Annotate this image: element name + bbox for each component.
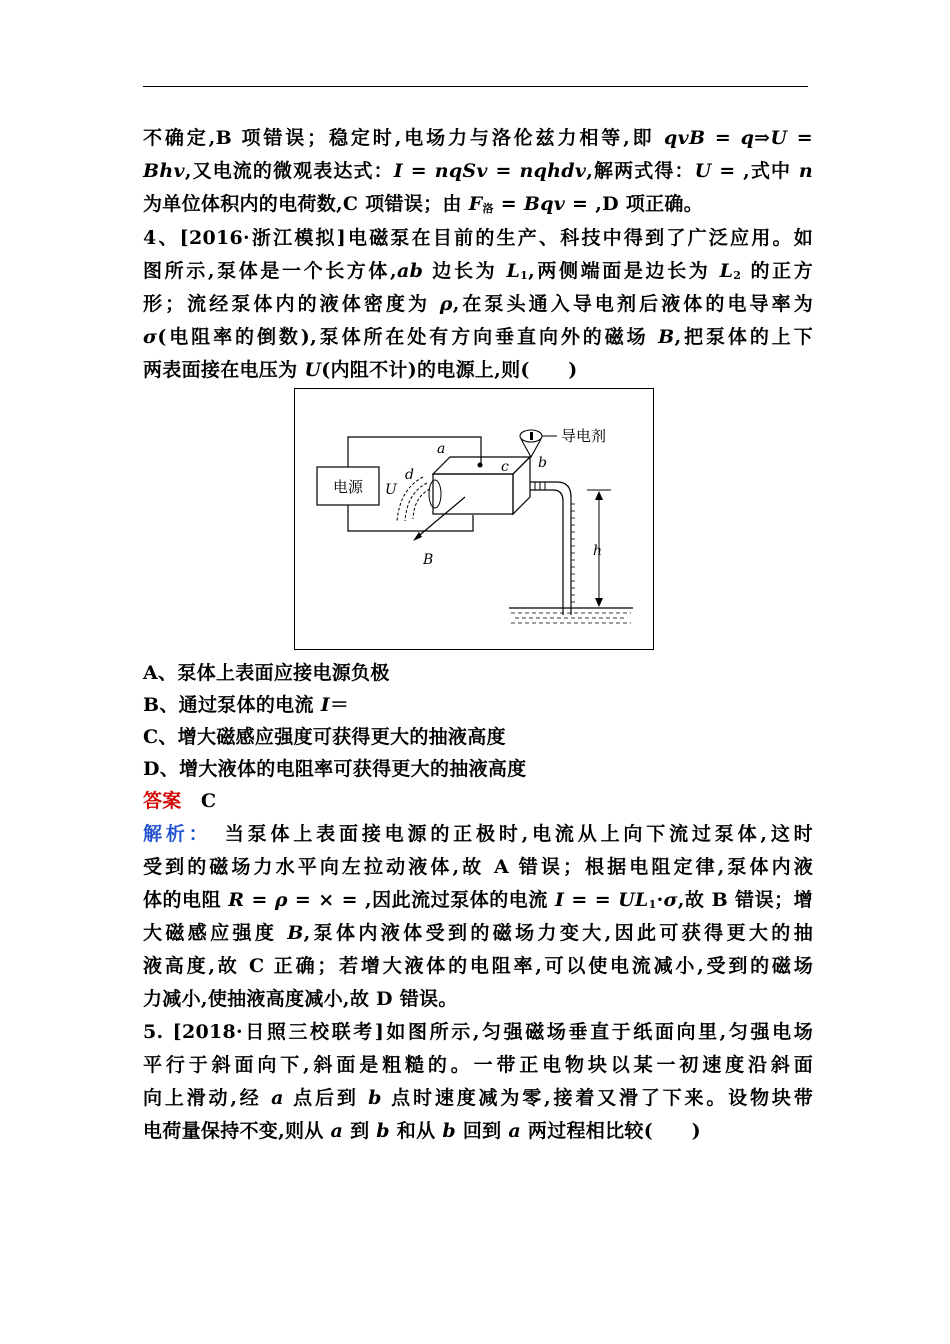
option-c: C、增大磁感应强度可获得更大的抽液高度 bbox=[143, 726, 506, 748]
answer-value: C bbox=[200, 790, 217, 812]
wire-top bbox=[348, 437, 481, 467]
option-d: D、增大液体的电阻率可获得更大的抽液高度 bbox=[143, 758, 527, 780]
q4-line-3: 形；流经泵体内的液体密度为 ρ,在泵头通入导电剂后液体的电导率为 bbox=[143, 293, 813, 315]
analysis-line-5: 液高度,故 C 正确；若增大液体的电阻率,可以使电流减小,受到的磁场 bbox=[143, 955, 813, 977]
pump-figure bbox=[294, 388, 654, 650]
q5-line-3: 向上滑动,经 a 点后到 b 点时速度减为零,接着又滑了下来。设物块带 bbox=[143, 1087, 813, 1109]
agent-label: 导电剂 bbox=[561, 427, 607, 445]
pipe-outer bbox=[530, 482, 571, 615]
q4-line-4: σ(电阻率的倒数),泵体所在处有方向垂直向外的磁场 B,把泵体的上下 bbox=[143, 326, 813, 348]
prev-line-1: 不确定,B 项错误；稳定时,电场力与洛伦兹力相等,即 qvB = q⇒U = bbox=[143, 127, 813, 149]
pump-side bbox=[513, 457, 530, 514]
label-U: U bbox=[385, 482, 397, 498]
flow-3 bbox=[413, 489, 430, 519]
label-a: a bbox=[437, 441, 446, 457]
analysis-line-4: 大磁感应强度 B,泵体内液体受到的磁场力变大,因此可获得更大的抽 bbox=[143, 922, 813, 944]
label-b: b bbox=[538, 455, 547, 471]
wire-bottom bbox=[348, 505, 473, 531]
power-label: 电源 bbox=[332, 478, 364, 496]
prev-line-2: Bhv,又电流的微观表达式：I = nqSv = nqhdv,解两式得：U = ,式中 n bbox=[143, 160, 813, 182]
option-a: A、泵体上表面应接电源负极 bbox=[143, 662, 390, 684]
q5-line-2: 平行于斜面向下,斜面是粗糙的。一带正电物块以某一初速度沿斜面 bbox=[143, 1054, 813, 1076]
label-h: h bbox=[593, 543, 603, 559]
answer-line bbox=[143, 785, 813, 817]
analysis-line-2: 受到的磁场力水平向左拉动液体,故 A 错误；根据电阻定律,泵体内液 bbox=[143, 856, 813, 878]
q5-line-1: 5. [2018·日照三校联考]如图所示,匀强磁场垂直于纸面向里,匀强电场 bbox=[143, 1021, 813, 1043]
agent-drop bbox=[530, 432, 533, 440]
pipe-inner bbox=[530, 490, 563, 615]
contact-dot bbox=[478, 463, 483, 468]
label-B: B bbox=[423, 552, 434, 568]
option-b: B、通过泵体的电流 I＝ bbox=[143, 694, 350, 716]
label-d: d bbox=[405, 467, 414, 483]
analysis-label: 解析： bbox=[143, 823, 202, 845]
h-arrow-up bbox=[595, 491, 603, 500]
q4-line-2: 图所示,泵体是一个长方体,ab 边长为 $L_1$,两侧端面是边长为 $L_2$ 的正方 bbox=[143, 260, 813, 282]
header-rule bbox=[143, 86, 808, 87]
prev-line-3: 为单位体积内的电荷数,C 项错误；由 $F_洛$ = Bqv = ,D 项正确。 bbox=[143, 193, 703, 215]
q5-line-4: 电荷量保持不变,则从 a 到 b 和从 b 回到 a 两过程相比较( ) bbox=[143, 1120, 701, 1142]
analysis-line-1: 解析： 当泵体上表面接电源的正极时,电流从上向下流过泵体,这时 bbox=[143, 823, 813, 845]
flow-2 bbox=[405, 483, 427, 521]
q4-line-5: 两表面接在电压为 U(内阻不计)的电源上,则( ) bbox=[143, 359, 578, 381]
answer-label: 答案 bbox=[143, 790, 182, 812]
h-arrow-down bbox=[595, 598, 603, 607]
analysis-line-6: 力减小,使抽液高度减小,故 D 错误。 bbox=[143, 988, 458, 1010]
pump-diagram bbox=[295, 389, 653, 649]
analysis-line-3: 体的电阻 R = ρ = × = ,因此流过泵体的电流 I = = $UL_1\cdot\sigma$,故 B 错误；增 bbox=[143, 889, 813, 911]
B-arrowhead bbox=[413, 532, 422, 541]
pump-inlet bbox=[429, 480, 441, 508]
label-c: c bbox=[501, 459, 509, 475]
q4-line-1: 4、[2016·浙江模拟]电磁泵在目前的生产、科技中得到了广泛应用。如 bbox=[143, 227, 813, 249]
pump-front bbox=[433, 474, 513, 514]
